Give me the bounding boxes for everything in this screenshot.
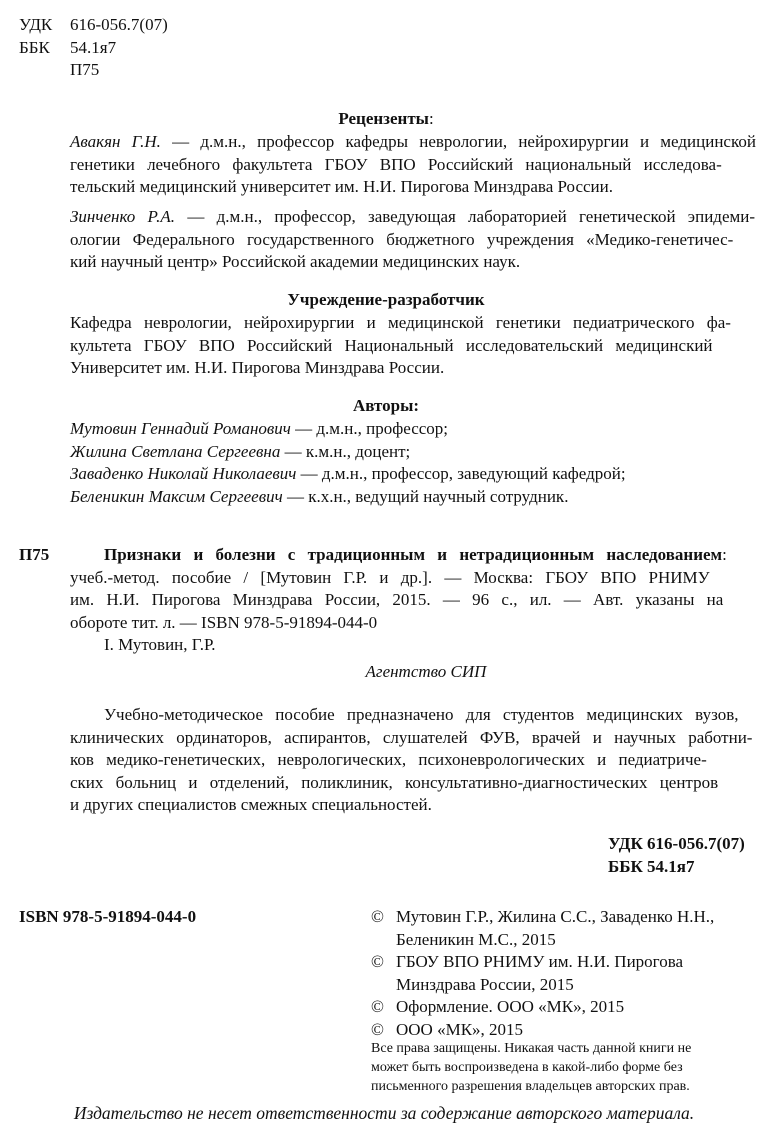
- isbn: ISBN 978-5-91894-044-0: [19, 907, 197, 926]
- author-item: Жилина Светлана Сергеевна — к.м.н., доцент;: [70, 441, 411, 461]
- copyright-item-cont: Минздрава России, 2015: [396, 974, 574, 994]
- annotation-line-4: ских больниц и отделений, поликлиник, консультативно-диагностических центров: [70, 772, 719, 792]
- reviewer-2-line-2: ологии Федерального государственного бюджетного учреждения «Медико-генетичес-: [70, 229, 734, 249]
- agency-label: Агентство СИП: [365, 662, 487, 681]
- reviewer-1-line-2: генетики лечебного факультета ГБОУ ВПО Российский национальный исследова-: [70, 154, 722, 174]
- author-mark: П75: [70, 60, 100, 79]
- author-item: Беленикин Максим Сергеевич — к.х.н., ведущий научный сотрудник.: [70, 486, 569, 506]
- udk-row: [19, 14, 168, 37]
- author-mark-row: [19, 59, 168, 82]
- bibliography-index-entry: I. Мутовин, Г.Р.: [104, 635, 216, 654]
- udk-bottom: УДК 616-056.7(07): [608, 834, 745, 853]
- institution-line-2: культета ГБОУ ВПО Российский Национальный исследовательский медицинский: [70, 335, 713, 355]
- institution-line-3: Университет им. Н.И. Пирогова Минздрава России.: [70, 358, 445, 377]
- reviewer-2-line-3: кий научный центр» Российской академии медицинских наук.: [70, 252, 521, 271]
- copyright-icon: ©: [371, 952, 384, 971]
- copyright-item: © Мутовин Г.Р., Жилина С.С., Заваденко Н.Н.,: [371, 906, 761, 929]
- copyright-item-cont: Беленикин М.С., 2015: [396, 929, 556, 949]
- udk-label: УДК: [19, 15, 53, 34]
- annotation-line-3: ков медико-генетических, неврологических, психоневрологических и педиатриче-: [70, 750, 707, 769]
- udk-value: 616-056.7(07): [70, 15, 168, 34]
- bbk-bottom: ББК 54.1я7: [608, 856, 695, 876]
- bibliography-line-3: им. Н.И. Пирогова Минздрава России, 2015. — 96 с., ил. — Авт. указаны на: [70, 590, 724, 609]
- rights-line-2: может быть воспроизведена в какой-либо форме без: [371, 1060, 683, 1075]
- reviewers-heading: Рецензенты:: [338, 109, 434, 128]
- authors-heading: Авторы:: [352, 396, 420, 415]
- annotation-line-2: клинических ординаторов, аспирантов, слушателей ФУВ, врачей и научных работни-: [70, 727, 753, 747]
- bibliography-line-4: обороте тит. л. — ISBN 978-5-91894-044-0: [70, 612, 378, 632]
- reviewer-1-name: Авакян Г.Н.: [70, 132, 161, 151]
- reviewer-1-line-3: тельский медицинский университет им. Н.И. Пирогова Минздрава России.: [70, 177, 613, 196]
- reviewer-2: [70, 206, 756, 274]
- reviewer-2-name: Зинченко Р.А.: [70, 207, 176, 226]
- copyright-item: © Оформление. ООО «МК», 2015: [371, 996, 761, 1019]
- bibliography-mark: П75: [19, 545, 50, 564]
- annotation-line-5: и других специалистов смежных специальностей.: [70, 795, 432, 814]
- annotation-line-1: Учебно-методическое пособие предназначено для студентов медицинских вузов,: [104, 705, 739, 724]
- copyright-block: [371, 906, 761, 1041]
- copyright-item: © ООО «МК», 2015: [371, 1019, 761, 1042]
- copyright-icon: ©: [371, 1019, 384, 1039]
- rights-line-1: Все права защищены. Никакая часть данной книги не: [371, 1041, 692, 1056]
- classification-codes: [19, 14, 168, 82]
- author-item: Мутовин Геннадий Романович — д.м.н., профессор;: [70, 419, 449, 438]
- copyright-icon: ©: [371, 997, 384, 1016]
- rights-line-3: письменного разрешения владельцев авторских прав.: [371, 1079, 690, 1094]
- copyright-item: © ГБОУ ВПО РНИМУ им. Н.И. Пирогова: [371, 951, 761, 974]
- reviewer-2-line-1: Зинченко Р.А. — д.м.н., профессор, заведующая лабораторией генетической эпидеми-: [70, 207, 756, 226]
- bbk-value: 54.1я7: [70, 37, 117, 57]
- bbk-row: [19, 37, 168, 60]
- annotation: [70, 704, 760, 817]
- bibliography-line-2: учеб.-метод. пособие / [Мутовин Г.Р. и др.]. — Москва: ГБОУ ВПО РНИМУ: [70, 567, 710, 587]
- authors-list: [70, 418, 626, 508]
- bbk-label: ББК: [19, 37, 50, 57]
- reviewer-1-line-1: Авакян Г.Н. — д.м.н., профессор кафедры неврологии, нейрохирургии и медицинской: [70, 132, 756, 151]
- bibliography-record: [70, 544, 760, 657]
- author-item: Заваденко Николай Николаевич — д.м.н., профессор, заведующий кафедрой;: [70, 464, 626, 483]
- institution-text: [70, 312, 756, 380]
- publisher-disclaimer: Издательство не несет ответственности за содержание авторского материала.: [73, 1103, 695, 1123]
- rights-notice: [371, 1039, 761, 1096]
- institution-line-1: Кафедра неврологии, нейрохирургии и медицинской генетики педиатрического фа-: [70, 313, 731, 332]
- classification-codes-bottom: [608, 833, 745, 878]
- book-title: Признаки и болезни с традиционным и нетрадиционным наследованием: [104, 545, 723, 564]
- bibliography-title-line: Признаки и болезни с традиционным и нетрадиционным наследованием:: [104, 545, 727, 564]
- institution-heading: Учреждение-разработчик: [287, 290, 485, 309]
- reviewer-1: [70, 131, 756, 199]
- copyright-icon: ©: [371, 907, 384, 926]
